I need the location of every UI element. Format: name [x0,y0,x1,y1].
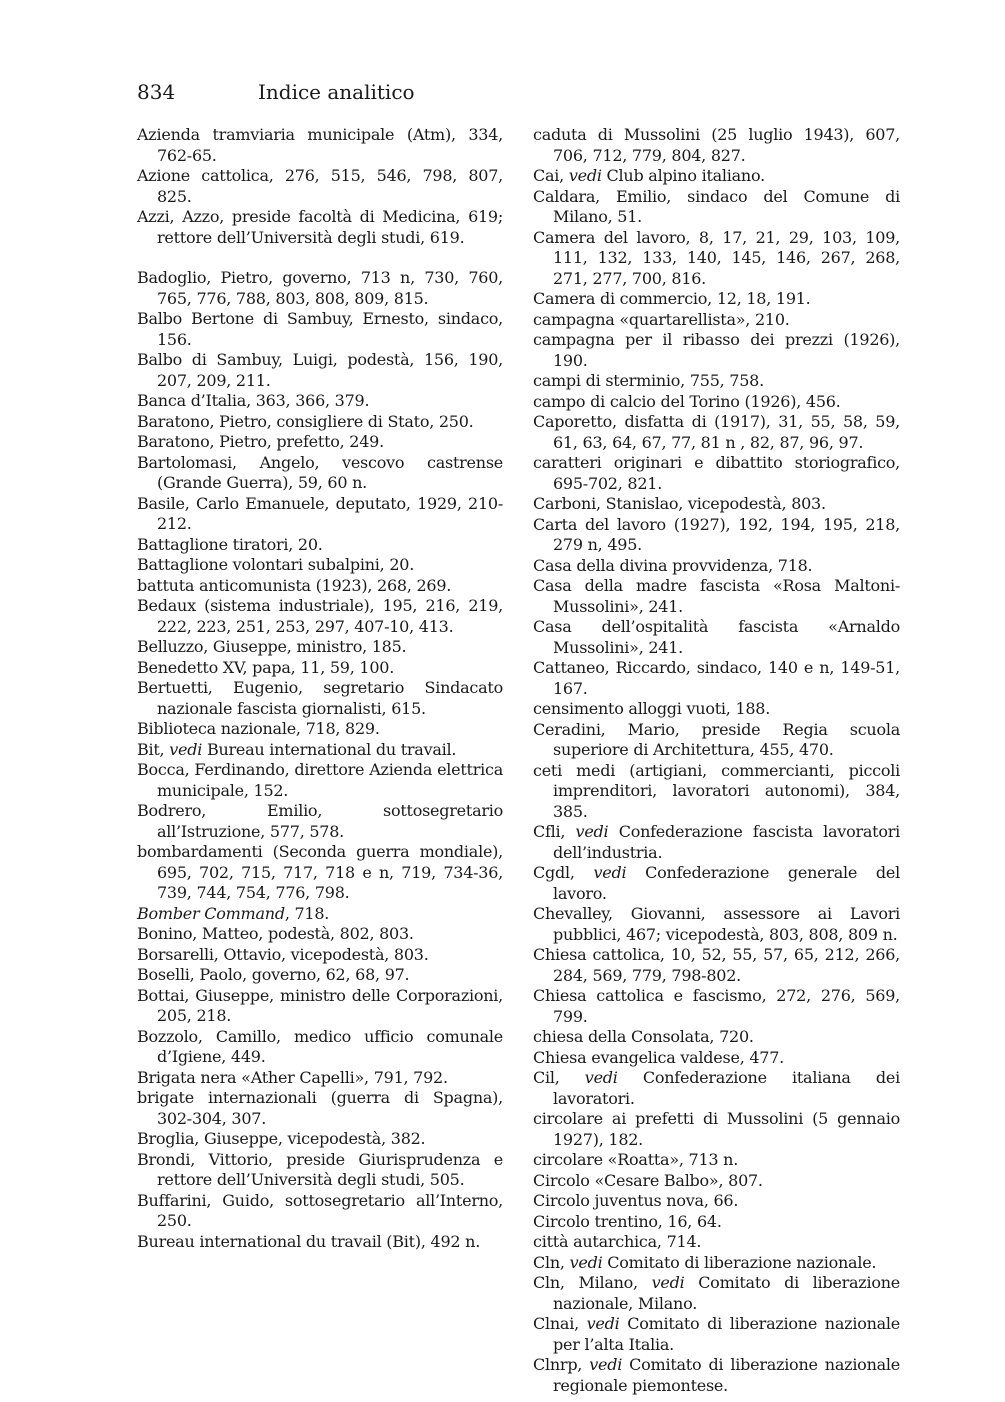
index-entry-text: Brondi, Vittorio, preside Giurisprudenza e rettore dell’Università degli studi, 505. [137,1149,503,1189]
index-entry-text: Battaglione tiratori, 20. [137,534,323,554]
index-entry-text: Balbo Bertone di Sambuy, Ernesto, sindaco, 156. [137,309,503,349]
index-entry [533,494,900,515]
index-entry-italic: vedi [584,1068,618,1087]
index-entry [533,617,900,658]
index-entry [533,1314,900,1355]
index-entry [137,268,503,309]
letter-group-gap [137,248,503,268]
index-entry [533,453,900,494]
index-entry [137,309,503,350]
index-entry-text: Cattaneo, Riccardo, sindaco, 140 e n, 149-51, 167. [533,658,900,698]
index-entry-text: Comitato di liberazione nazionale per l’alta Italia. [553,1314,901,1354]
index-entry [137,350,503,391]
index-entry-text: Bodrero, Emilio, sottosegretario all’Istruzione, 577, 578. [137,801,503,841]
index-entry [533,1191,900,1212]
index-entry-text: bombardamenti (Seconda guerra mondiale), 695, 702, 715, 717, 718 e n, 719, 734-36, 739, 744, 754, 776, 798. [137,842,503,902]
index-entry [533,371,900,392]
index-entry [137,412,503,433]
index-entry [533,1171,900,1192]
index-entry [533,576,900,617]
index-entry-text: Cgdl, [533,863,594,882]
index-entry-text: Benedetto XV, papa, 11, 59, 100. [137,657,395,677]
index-entry-text: Clnrp, [533,1355,590,1374]
index-entry [137,986,503,1027]
index-entry [137,740,503,761]
index-entry [533,1068,900,1109]
index-entry-text: campagna per il ribasso dei prezzi (1926), 190. [533,330,900,370]
index-entry-text: Cil, [533,1068,585,1087]
index-entry-text: Club alpino italiano. [601,166,765,185]
index-entry-text: Bozzolo, Camillo, medico ufficio comunale d’Igiene, 449. [137,1026,503,1066]
index-entry [533,863,900,904]
index-entry [137,658,503,679]
index-entry-text: Carboni, Stanislao, vicepodestà, 803. [533,494,826,513]
index-entry [533,310,900,331]
index-entry-text: Baratono, Pietro, prefetto, 249. [137,432,384,451]
index-entry [137,535,503,556]
index-entry-text: Buffarini, Guido, sottosegretario all’Interno, 250. [137,1190,503,1230]
index-entry-text: campo di calcio del Torino (1926), 456. [533,391,841,411]
index-entry-italic: vedi [593,863,627,882]
index-entry-text: Circolo juventus nova, 66. [533,1191,739,1210]
index-entry-text: Baratono, Pietro, consigliere di Stato, 250. [137,411,474,431]
index-entry [533,1109,900,1150]
index-entry-text: Circolo trentino, 16, 64. [533,1211,722,1231]
index-entry [533,228,900,290]
index-entry-italic: vedi [568,166,602,185]
index-entry-text: Biblioteca nazionale, 718, 829. [137,719,380,738]
index-entry [533,1355,900,1396]
index-entry [137,904,503,925]
index-entry-text: Broglia, Giuseppe, vicepodestà, 382. [137,1129,426,1148]
page-title: Indice analitico [258,80,415,104]
index-entry-text: Brigata nera «Ather Capelli», 791, 792. [137,1067,448,1087]
index-entry [137,924,503,945]
index-entry [533,515,900,556]
index-entry [533,125,900,166]
index-entry [533,1253,900,1274]
index-entry-text: Bureau international du travail. [202,739,457,759]
index-entry [533,1150,900,1171]
index-entry [533,1273,900,1314]
index-entry-text: Casa dell’ospitalità fascista «Arnaldo Mussolini», 241. [533,617,900,657]
index-entry-italic: vedi [569,1252,603,1272]
index-entry [533,1027,900,1048]
index-entry-text: Battaglione volontari subalpini, 20. [137,555,415,574]
index-entry-text: Bertuetti, Eugenio, segretario Sindacato nazionale fascista giornalisti, 615. [137,678,503,718]
index-entry [533,699,900,720]
index-entry [533,720,900,761]
index-entry-text: Carta del lavoro (1927), 192, 194, 195, 218, 279 n, 495. [533,514,900,554]
index-entry [137,432,503,453]
index-entry-text: ceti medi (artigiani, commercianti, piccoli imprenditori, lavoratori autonomi), 384, 385. [533,760,900,821]
index-entry-text: Badoglio, Pietro, governo, 713 n, 730, 760, 765, 776, 788, 803, 808, 809, 815. [137,268,503,308]
index-entry [533,945,900,986]
index-entry-text: Belluzzo, Giuseppe, ministro, 185. [137,637,407,656]
index-entry-text: Caldara, Emilio, sindaco del Comune di Milano, 51. [533,186,900,226]
index-entry [137,207,503,248]
index-entry [137,166,503,207]
index-entry-text: Bit, [137,739,170,759]
index-entry-italic: vedi [586,1314,620,1333]
index-entry-text: Casa della madre fascista «Rosa Maltoni-Mussolini», 241. [533,576,900,616]
index-entry [137,678,503,719]
index-entry [137,576,503,597]
index-entry [533,986,900,1027]
index-entry [533,1232,900,1253]
index-entry-text: Cln, Milano, [533,1273,652,1292]
index-entry-text: Bartolomasi, Angelo, vescovo castrense (Grande Guerra), 59, 60 n. [137,452,503,492]
index-entry [533,1212,900,1233]
index-entry [533,166,900,187]
index-entry-text: Chiesa evangelica valdese, 477. [533,1047,784,1067]
index-entry [137,1191,503,1232]
index-entry-text: Confederazione fascista lavoratori dell’industria. [553,822,900,862]
index-entry-text: città autarchica, 714. [533,1232,702,1251]
index-entry [137,1150,503,1191]
index-entry-text: Comitato di liberazione nazionale. [602,1252,877,1272]
index-entry-italic: vedi [169,739,203,759]
index-entry-text: Confederazione generale del lavoro. [553,863,901,903]
index-entry [137,1232,503,1253]
index-entry-text: chiesa della Consolata, 720. [533,1027,754,1046]
index-entry [533,822,900,863]
index-entry-text: battuta anticomunista (1923), 268, 269. [137,575,452,595]
index-entry-italic: Bomber Command [137,903,285,923]
index-entry [533,330,900,371]
index-entry [137,125,503,166]
index-entry [533,412,900,453]
index-entry-text: Azienda tramviaria municipale (Atm), 334, 762-65. [137,125,503,165]
index-entry [137,494,503,535]
index-entry-text: censimento alloggi vuoti, 188. [533,699,771,718]
index-entry-text: Bocca, Ferdinando, direttore Azienda elettrica municipale, 152. [137,760,503,800]
index-entry-text: Cln, [533,1252,570,1272]
index-entry-text: caduta di Mussolini (25 luglio 1943), 607, 706, 712, 779, 804, 827. [533,125,900,165]
index-entry-text: campagna «quartarellista», 210. [533,309,790,329]
index-entry-text: Ceradini, Mario, preside Regia scuola superiore di Architettura, 455, 470. [533,719,900,759]
index-entry [533,761,900,823]
index-entry [137,596,503,637]
index-entry [137,945,503,966]
index-entry-text: Cfli, [533,822,576,841]
index-entry-text: Azzi, Azzo, preside facoltà di Medicina, 619; rettore dell’Università degli studi, 619. [137,207,503,247]
index-entry [533,289,900,310]
index-entry [137,1068,503,1089]
index-entry [137,1027,503,1068]
index-entry [137,391,503,412]
index-entry [137,453,503,494]
index-entry-text: Borsarelli, Ottavio, vicepodestà, 803. [137,944,429,964]
index-entry-text: Comitato di liberazione nazionale, Milano. [553,1273,900,1313]
index-entry-text: Circolo «Cesare Balbo», 807. [533,1170,763,1190]
index-entry [137,719,503,740]
index-entry-text: Caporetto, disfatta di (1917), 31, 55, 58, 59, 61, 63, 64, 67, 77, 81 n , 82, 87, 96, 97. [533,412,900,452]
index-entry [137,637,503,658]
running-header [137,80,415,104]
index-entry-text: Casa della divina provvidenza, 718. [533,555,813,575]
index-entry-text: Chiesa cattolica, 10, 52, 55, 57, 65, 212, 266, 284, 569, 779, 798-802. [533,945,900,985]
index-entry [137,760,503,801]
index-entry-text: circolare ai prefetti di Mussolini (5 gennaio 1927), 182. [533,1109,900,1149]
index-entry-text: Boselli, Paolo, governo, 62, 68, 97. [137,965,410,984]
index-entry-text: brigate internazionali (guerra di Spagna), 302-304, 307. [137,1088,503,1128]
index-entry-text: Clnai, [533,1314,587,1333]
page-number: 834 [137,80,176,104]
index-entry-text: Confederazione italiana dei lavoratori. [553,1068,900,1108]
index-entry-text: Comitato di liberazione nazionale regionale piemontese. [553,1355,900,1395]
index-entry-italic: vedi [651,1273,685,1292]
index-entry [137,965,503,986]
index-entry-italic: vedi [589,1355,623,1374]
index-entry-text: Camera del lavoro, 8, 17, 21, 29, 103, 109, 111, 132, 133, 140, 145, 146, 267, 268, 271, 277, 700, 816. [533,227,900,288]
index-entry-text: Balbo di Sambuy, Luigi, podestà, 156, 190, 207, 209, 211. [137,350,503,390]
index-entry-text: Camera di commercio, 12, 18, 191. [533,289,811,308]
index-entry-text: , 718. [284,903,330,923]
index-column-right [533,125,900,1396]
index-entry [533,392,900,413]
index-entry-text: Basile, Carlo Emanuele, deputato, 1929, 210-212. [137,493,503,533]
index-entry-text: Bedaux (sistema industriale), 195, 216, 219, 222, 223, 251, 253, 297, 407-10, 413. [137,596,503,636]
index-entry-text: Chiesa cattolica e fascismo, 272, 276, 569, 799. [533,986,900,1026]
index-entry [533,1048,900,1069]
index-entry-text: Bottai, Giuseppe, ministro delle Corporazioni, 205, 218. [137,985,503,1025]
index-entry-text: Bonino, Matteo, podestà, 802, 803. [137,924,414,943]
index-entry [137,1088,503,1129]
index-entry [137,555,503,576]
index-entry-text: circolare «Roatta», 713 n. [533,1150,739,1169]
index-entry-italic: vedi [575,822,609,841]
index-entry-text: Banca d’Italia, 363, 366, 379. [137,391,370,410]
index-entry-text: caratteri originari e dibattito storiografico, 695-702, 821. [533,453,900,493]
index-column-left [137,125,503,1252]
index-entry-text: campi di sterminio, 755, 758. [533,371,764,390]
index-entry [533,658,900,699]
index-entry [533,904,900,945]
index-entry-text: Azione cattolica, 276, 515, 546, 798, 807, 825. [137,166,503,206]
index-entry-text: Chevalley, Giovanni, assessore ai Lavori pubblici, 467; vicepodestà, 803, 808, 809 n. [533,904,900,944]
index-entry-text: Cai, [533,166,569,185]
index-entry [533,187,900,228]
index-entry-text: Bureau international du travail (Bit), 492 n. [137,1231,481,1251]
index-entry [137,1129,503,1150]
index-entry [137,842,503,904]
index-entry [533,556,900,577]
index-entry [137,801,503,842]
